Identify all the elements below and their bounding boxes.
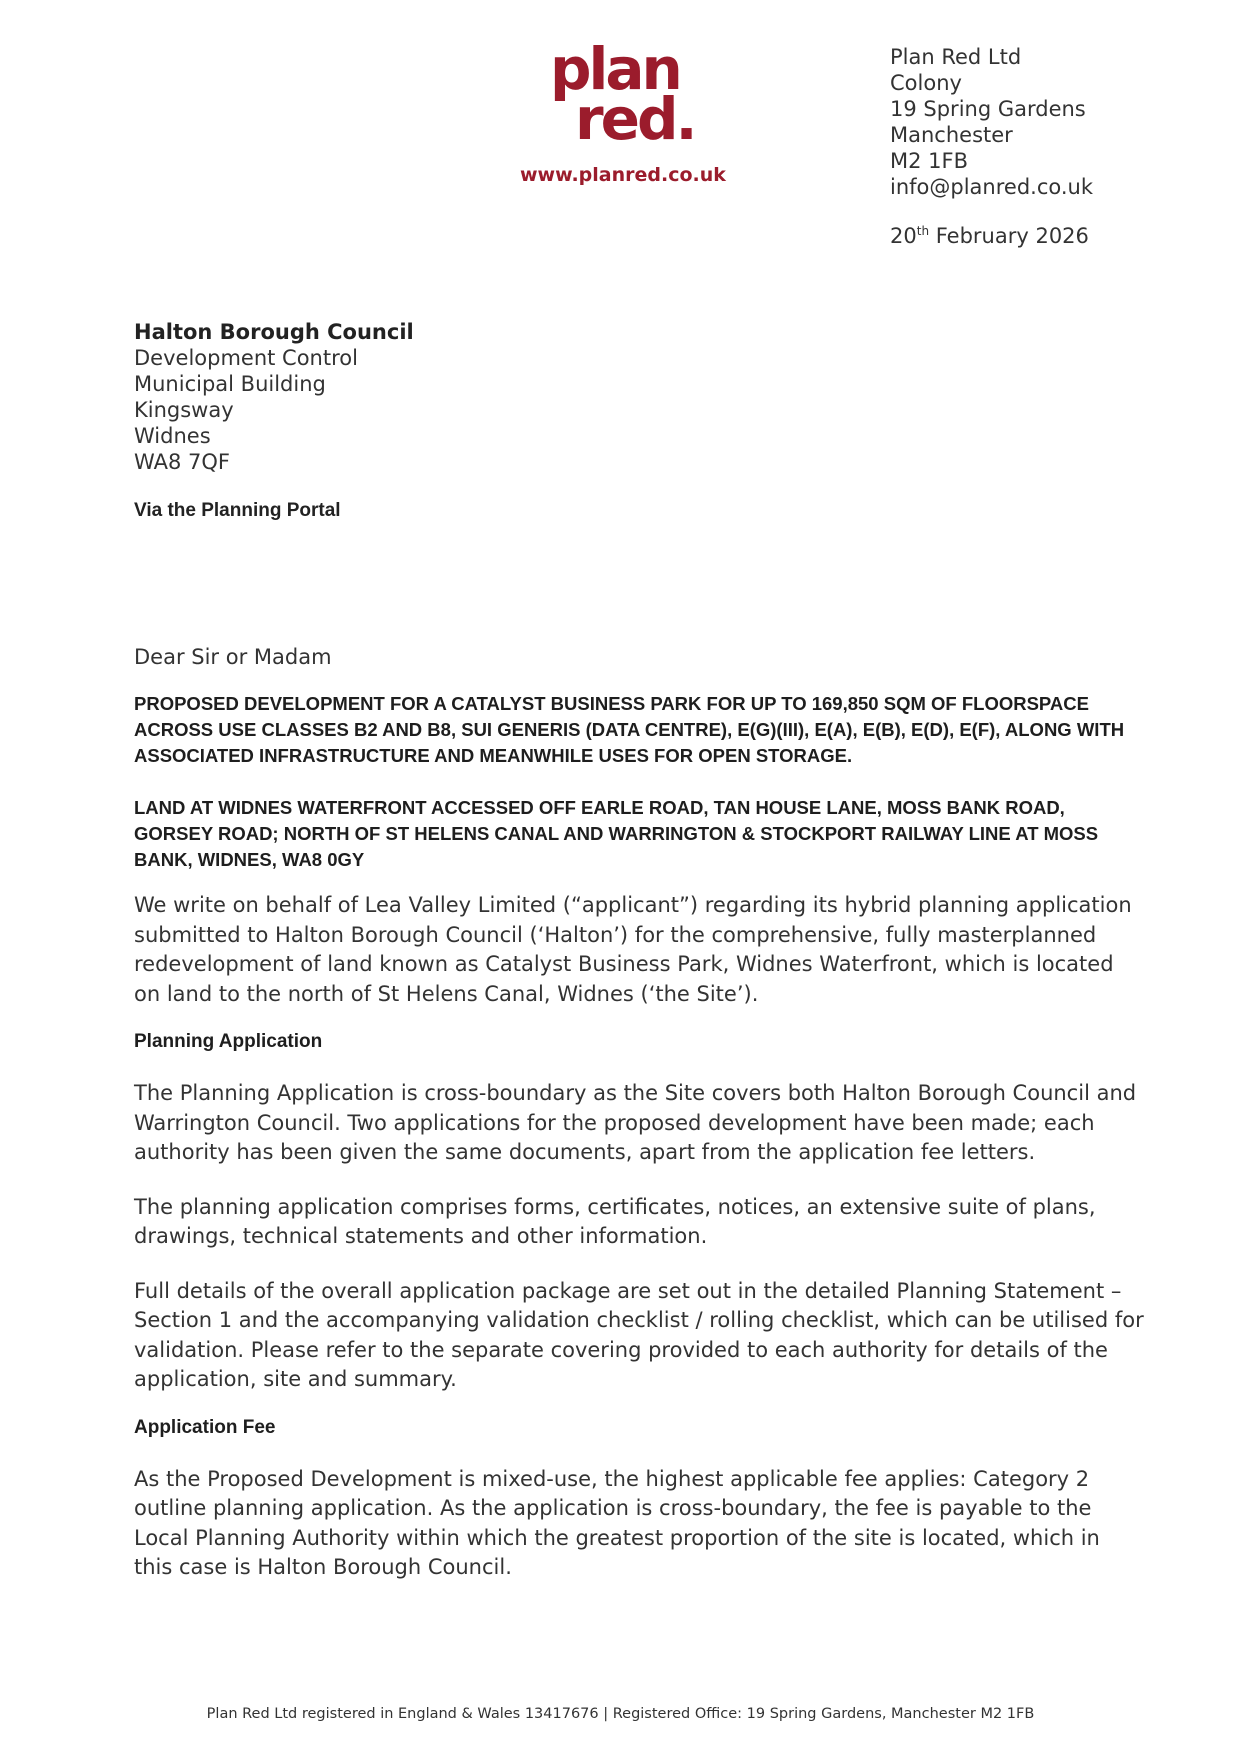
date-rest: February 2026: [929, 224, 1089, 248]
section-title-planning-application: Planning Application: [134, 1031, 323, 1052]
footer-registration: Plan Red Ltd registered in England & Wales 13417676 | Registered Office: 19 Spring Gardens, Manchester M2 1FB: [206, 1706, 1035, 1722]
site-heading: LAND AT WIDNES WATERFRONT ACCESSED OFF EARLE ROAD, TAN HOUSE LANE, MOSS BANK ROAD, GORSEY ROAD; NORTH OF ST HELENS CANAL AND WARRINGTON & STOCKPORT RAILWAY LINE AT MOSS BANK, WIDNES, WA8 0GY: [134, 797, 1099, 870]
date-suffix: th: [916, 224, 930, 238]
logo-word-red: red.: [575, 85, 695, 153]
recipient-line: Municipal Building: [134, 372, 326, 396]
sender-line: Colony: [890, 71, 962, 95]
section-title-application-fee: Application Fee: [134, 1416, 276, 1438]
recipient-line: Development Control: [134, 346, 358, 370]
recipient-address: [134, 319, 414, 475]
salutation: Dear Sir or Madam: [134, 645, 332, 669]
delivery-method: Via the Planning Portal: [134, 500, 341, 521]
sender-email[interactable]: info@planred.co.uk: [890, 175, 1093, 199]
paragraph: The planning application comprises forms, certificates, notices, an extensive suite of plans, drawings, technical statements and other information.: [134, 1194, 1096, 1248]
recipient-org: Halton Borough Council: [134, 320, 414, 344]
sender-line: M2 1FB: [890, 149, 969, 173]
logo-website-link[interactable]: www.planred.co.uk: [520, 164, 726, 186]
paragraph: The Planning Application is cross-boundary as the Site covers both Halton Borough Council and Warrington Council. Two applications for the proposed development have been made; each authority has been given the same documents, apart from the application fee letters.: [134, 1081, 1137, 1164]
paragraph: Full details of the overall application package are set out in the detailed Planning Statement – Section 1 and the accompanying validation checklist / rolling checklist, which can be utilised for validation. Please refer to the separate covering provided to each authority for details of the application, site and summary.: [134, 1278, 1144, 1391]
sender-address: [890, 44, 1093, 200]
logo-word-plan: plan: [550, 35, 680, 103]
recipient-line: WA8 7QF: [134, 450, 230, 474]
plan-red-logo: [520, 35, 726, 190]
proposal-heading: PROPOSED DEVELOPMENT FOR A CATALYST BUSINESS PARK FOR UP TO 169,850 SQM OF FLOORSPACE ACROSS USE CLASSES B2 AND B8, SUI GENERIS (DATA CENTRE), E(G)(III), E(A), E(B), E(D), E(F), ALONG WITH ASSOCIATED INFRASTRUCTURE AND MEANWHILE USES FOR OPEN STORAGE.: [134, 693, 1125, 766]
sender-line: 19 Spring Gardens: [890, 97, 1086, 121]
sender-line: Plan Red Ltd: [890, 45, 1022, 69]
recipient-line: Kingsway: [134, 398, 234, 422]
letter-body: [134, 645, 1144, 1608]
date-day: 20: [890, 224, 917, 248]
letter-date: [890, 224, 1089, 248]
paragraph: As the Proposed Development is mixed-use, the highest applicable fee applies: Category 2 outline planning application. As the application is cross-boundary, the fee is payable to the Local Planning Authority within which the greatest proportion of the site is located, which in this case is Halton Borough Council.: [134, 1466, 1100, 1579]
sender-line: Manchester: [890, 123, 1013, 147]
recipient-line: Widnes: [134, 424, 211, 448]
intro-paragraph: We write on behalf of Lea Valley Limited (“applicant”) regarding its hybrid planning application submitted to Halton Borough Council (‘Halton’) for the comprehensive, fully masterplanned redevelopment of land known as Catalyst Business Park, Widnes Waterfront, which is located on land to the north of St Helens Canal, Widnes (‘the Site’).: [134, 893, 1132, 1006]
